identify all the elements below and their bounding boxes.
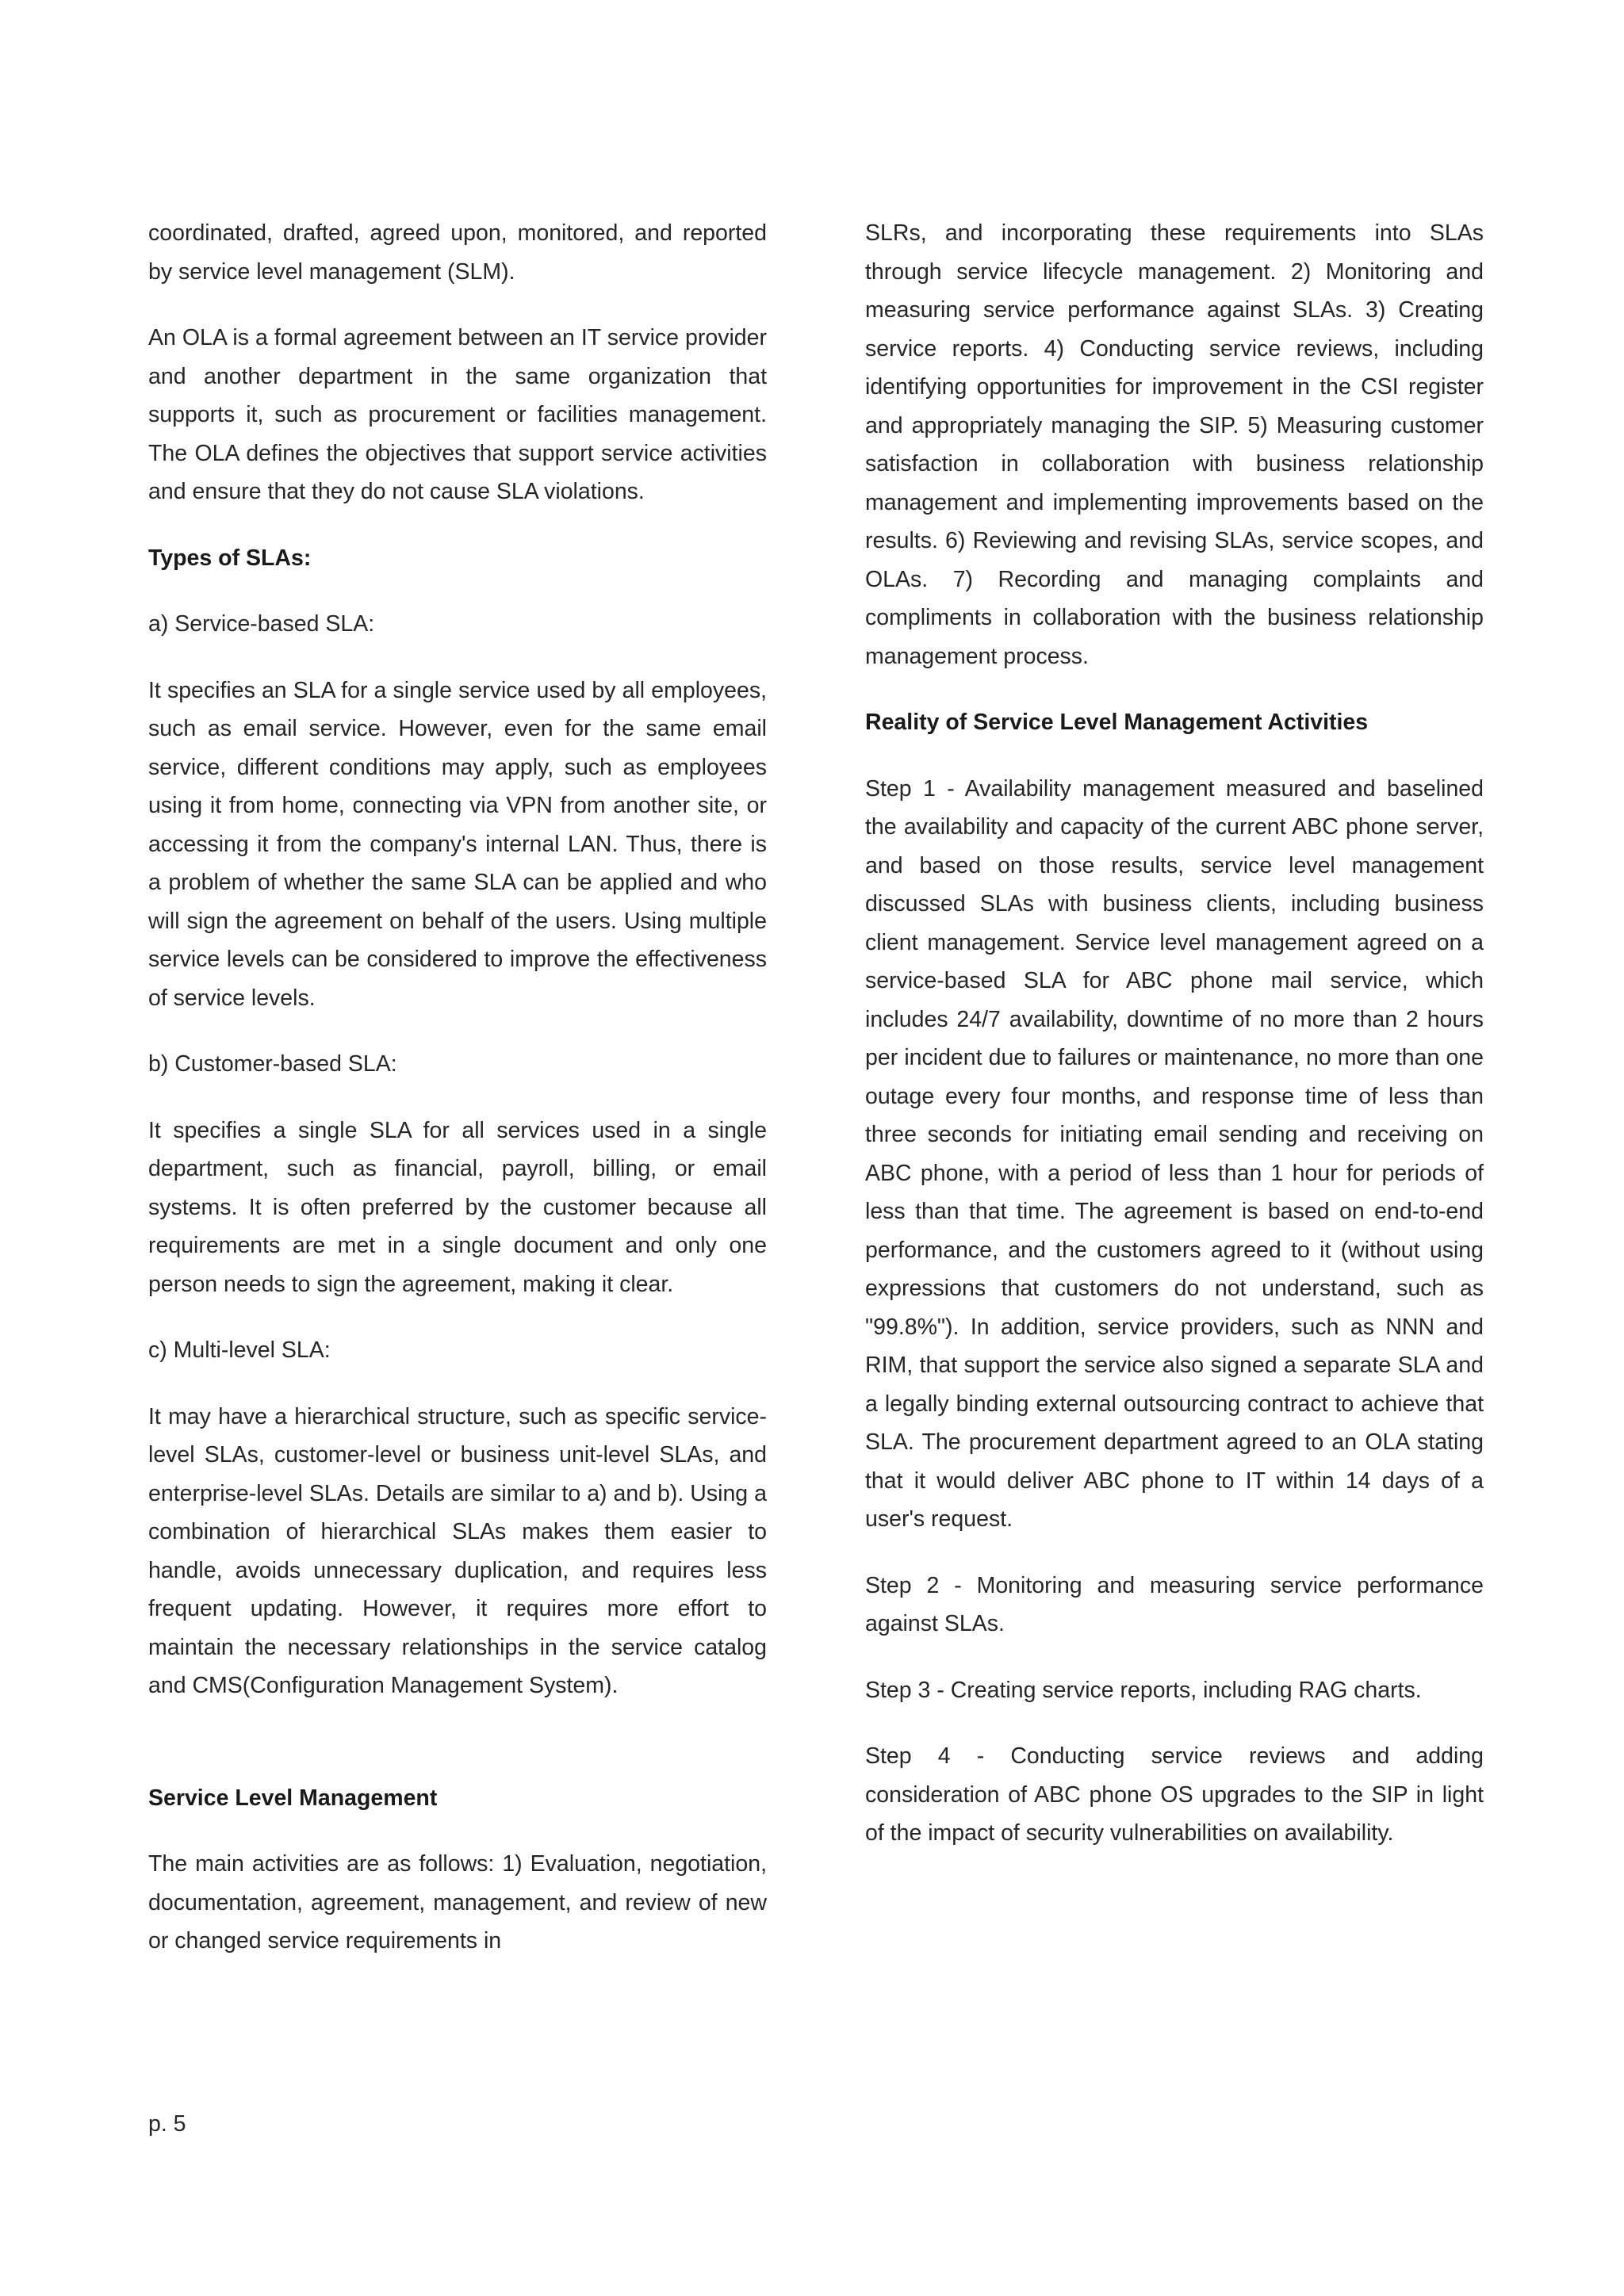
paragraph-ola-definition: An OLA is a formal agreement between an IT service provider and another department in the same organization that supports it, such as procurement or facilities management. The OLA defines the objectives that support service activities and ensure that they do not cause SLA violations.: [148, 325, 767, 504]
page-number: p. 5: [148, 2111, 186, 2137]
heading-types-of-slas: Types of SLAs:: [148, 545, 312, 571]
paragraph-multi-level-sla: It may have a hierarchical structure, such as specific service-level SLAs, customer-level or business unit-level SLAs, and enterprise-level SLAs. Details are similar to a) and b). Using a combination of hierarchical SLAs makes them easier to handle, avoids unnecessary duplication, and requires less frequent updating. However, it requires more effort to maintain the necessary relationships in the service catalog and CMS(Configuration Management System).: [148, 1403, 767, 1698]
paragraph-slm-activities-continued: SLRs, and incorporating these requirements into SLAs through service lifecycle management. 2) Monitoring and measuring service performance against SLAs. 3) Creating service reports. 4) Conducting service reviews, including identifying opportunities for improvement in the CSI register and appropriately managing the SIP. 5) Measuring customer satisfaction in collaboration with business relationship management and implementing improvements based on the results. 6) Reviewing and revising SLAs, service scopes, and OLAs. 7) Recording and managing complaints and compliments in collaboration with the business relationship management process.: [865, 220, 1484, 669]
label-multi-level-sla: c) Multi-level SLA:: [148, 1337, 331, 1363]
label-service-based-sla: a) Service-based SLA:: [148, 611, 375, 637]
heading-service-level-management: Service Level Management: [148, 1785, 438, 1811]
left-column: [148, 214, 767, 1988]
paragraph-service-based-sla: It specifies an SLA for a single service used by all employees, such as email service. However, even for the same email service, different conditions may apply, such as employees using it from home, connecting via VPN from another site, or accessing it from the company's internal LAN. Thus, there is a problem of whether the same SLA can be applied and who will sign the agreement on behalf of the users. Using multiple service levels can be considered to improve the effectiveness of service levels.: [148, 677, 767, 1011]
paragraph-step-2: Step 2 - Monitoring and measuring service performance against SLAs.: [865, 1572, 1484, 1636]
heading-reality-of-slm-activities: Reality of Service Level Management Activities: [865, 710, 1369, 735]
section-spacer: [148, 1733, 767, 1779]
paragraph-step-1: Step 1 - Availability management measured and baselined the availability and capacity of the current ABC phone server, and based on those results, service level management discussed SLAs with business clients, including business client management. Service level management agreed on a service-based SLA for ABC phone mail service, which includes 24/7 availability, downtime of no more than 2 hours per incident due to failures or maintenance, no more than one outage every four months, and response time of less than three seconds for initiating email sending and receiving on ABC phone, with a period of less than 1 hour for periods of less than that time. The agreement is based on end-to-end performance, and the customers agreed to it (without using expressions that customers do not understand, such as "99.8%"). In addition, service providers, such as NNN and RIM, that support the service also signed a separate SLA and a legally binding external outsourcing contract to achieve that SLA. The procurement department agreed to an OLA stating that it would deliver ABC phone to IT within 14 days of a user's request.: [865, 775, 1484, 1532]
right-column: [865, 214, 1484, 1881]
paragraph-step-3: Step 3 - Creating service reports, including RAG charts.: [865, 1677, 1422, 1703]
paragraph-step-4: Step 4 - Conducting service reviews and adding consideration of ABC phone OS upgrades to the SIP in light of the impact of security vulnerabilities on availability.: [865, 1743, 1484, 1846]
label-customer-based-sla: b) Customer-based SLA:: [148, 1051, 397, 1077]
paragraph-slm-reporting: coordinated, drafted, agreed upon, monitored, and reported by service level management (SLM).: [148, 220, 767, 285]
paragraph-slm-activities: The main activities are as follows: 1) Evaluation, negotiation, documentation, agreement, management, and review of new or changed service requirements in: [148, 1851, 767, 1954]
paragraph-customer-based-sla: It specifies a single SLA for all services used in a single department, such as financial, payroll, billing, or email systems. It is often preferred by the customer because all requirements are met in a single document and only one person needs to sign the agreement, making it clear.: [148, 1117, 767, 1297]
